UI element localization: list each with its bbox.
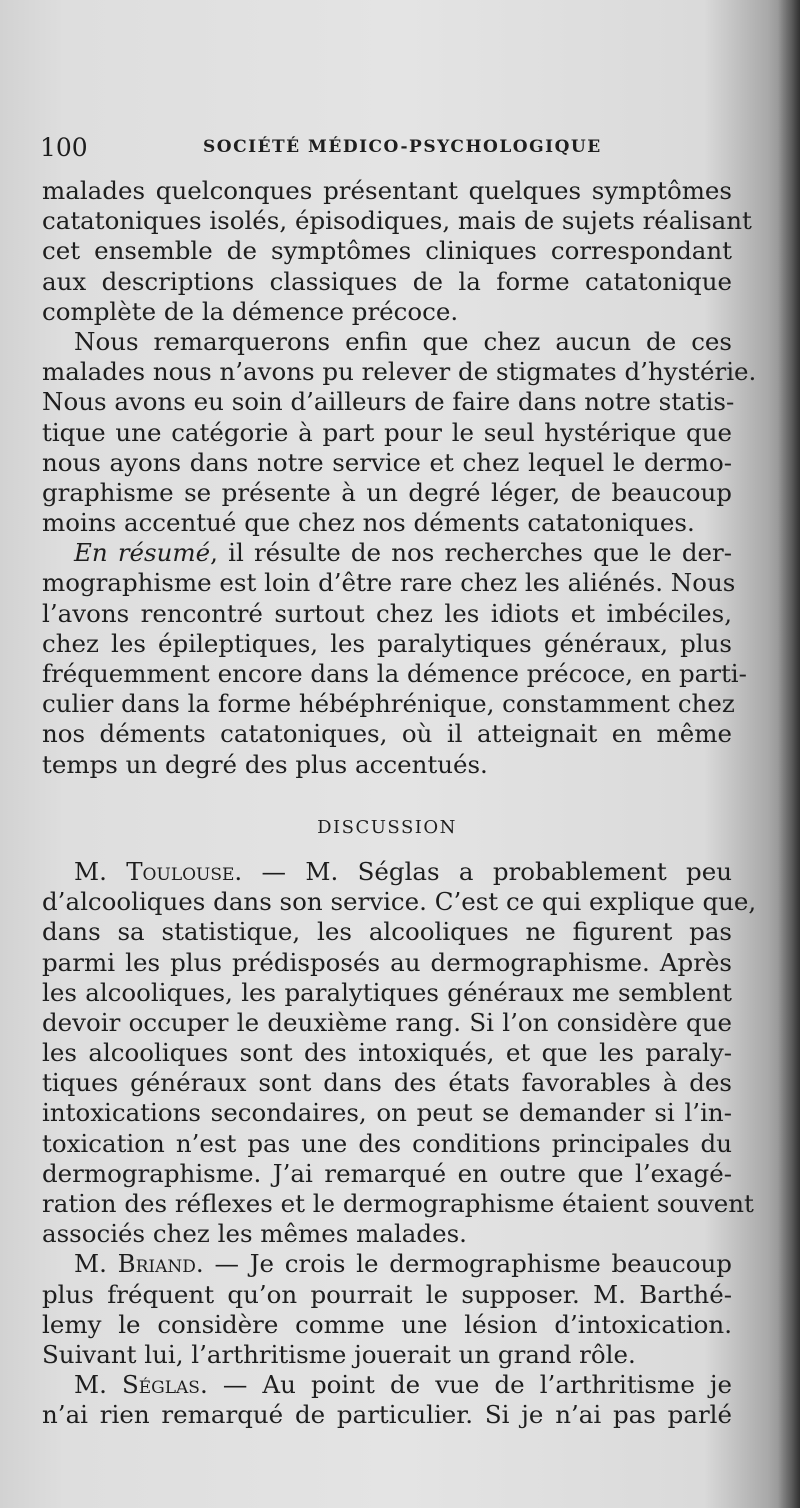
- text-line: mographisme est loin d’être rare chez les aliénés. Nous: [42, 568, 736, 598]
- text-line: culier dans la forme hébéphrénique, constamment chez: [42, 689, 735, 719]
- text-line: les alcooliques, les paralytiques généraux me semblent: [42, 977, 732, 1007]
- text-fragment: — Je crois le dermographisme beaucoup: [203, 1249, 732, 1279]
- speaker-name: M. Toulouse.: [74, 856, 243, 886]
- text-line: plus fréquent qu’on pourrait le supposer. M. Barthé-: [42, 1279, 732, 1309]
- text-line: graphisme se présente à un degré léger, de beaucoup: [42, 477, 732, 507]
- speaker-name: M. Séglas.: [74, 1370, 208, 1400]
- text-fragment: — M. Séglas a probablement peu: [242, 856, 732, 886]
- text-fragment: — Au point de vue de l’arthritisme je: [207, 1370, 732, 1400]
- text-line: [42, 1370, 732, 1400]
- section-spacer: [42, 843, 732, 857]
- speaker-name: M. Briand.: [74, 1249, 204, 1279]
- text-line: cet ensemble de symptômes cliniques correspondant: [42, 236, 732, 266]
- text-line: intoxications secondaires, on peut se demander si l’in-: [42, 1098, 732, 1128]
- text-line: [42, 538, 732, 568]
- body-text: [42, 176, 757, 1431]
- text-line: devoir occuper le deuxième rang. Si l’on considère que: [42, 1007, 732, 1037]
- text-line: malades quelconques présentant quelques symptômes: [42, 176, 732, 205]
- text-line: dans sa statistique, les alcooliques ne figurent pas: [42, 917, 732, 947]
- text-line: temps un degré des plus accentués.: [42, 749, 488, 779]
- text-line: d’alcooliques dans son service. C’est ce qui explique que,: [42, 887, 757, 917]
- page-number: 100: [40, 133, 88, 162]
- text-line: malades nous n’avons pu relever de stigmates d’hystérie.: [42, 357, 757, 387]
- text-line: Nous remarquerons enfin que chez aucun de ces: [74, 326, 732, 356]
- text-line: toxication n’est pas une des conditions principales du: [42, 1128, 732, 1158]
- text-line: n’ai rien remarqué de particulier. Si je n’ai pas parlé: [42, 1400, 732, 1430]
- running-head: SOCIÉTÉ MÉDICO-PSYCHOLOGIQUE: [203, 137, 602, 157]
- italic-phrase: En résumé: [74, 538, 211, 568]
- text-line: lemy le considère comme une lésion d’intoxication.: [42, 1309, 732, 1339]
- text-line: [42, 857, 732, 887]
- section-spacer: [42, 780, 732, 813]
- text-line: tique une catégorie à part pour le seul hystérique que: [42, 417, 732, 447]
- section-heading: DISCUSSION: [317, 816, 457, 838]
- text-line: dermographisme. J’ai remarqué en outre que l’exagé-: [42, 1158, 732, 1188]
- text-line: Suivant lui, l’arthritisme jouerait un grand rôle.: [42, 1339, 636, 1369]
- text-line: l’avons rencontré surtout chez les idiots et imbéciles,: [42, 598, 732, 628]
- text-line: les alcooliques sont des intoxiqués, et que les paraly-: [42, 1038, 732, 1068]
- text-line: parmi les plus prédisposés au dermographisme. Après: [42, 947, 732, 977]
- text-line: aux descriptions classiques de la forme catatonique: [42, 266, 732, 296]
- text-line: chez les épileptiques, les paralytiques généraux, plus: [42, 628, 732, 658]
- text-line: fréquemment encore dans la démence précoce, en parti-: [42, 659, 747, 688]
- text-line: ration des réflexes et le dermographisme étaient souvent: [42, 1189, 754, 1218]
- text-fragment: , il résulte de nos recherches que le der-: [210, 538, 732, 568]
- text-line: catatoniques isolés, épisodiques, mais de sujets réalisant: [42, 206, 752, 236]
- text-line: [42, 1249, 732, 1279]
- text-line: Nous avons eu soin d’ailleurs de faire dans notre statis-: [42, 387, 735, 417]
- text-line: tiques généraux sont dans des états favorables à des: [42, 1068, 732, 1098]
- text-line: nous ayons dans notre service et chez lequel le dermo-: [42, 447, 732, 477]
- text-line: complète de la démence précoce.: [42, 296, 459, 326]
- text-line: moins accentué que chez nos déments catatoniques.: [42, 508, 695, 538]
- page-header: [40, 133, 740, 167]
- page-gutter-shadow: [778, 0, 800, 1508]
- text-line: nos déments catatoniques, où il atteignait en même: [42, 719, 732, 749]
- text-line: associés chez les mêmes malades.: [42, 1219, 467, 1249]
